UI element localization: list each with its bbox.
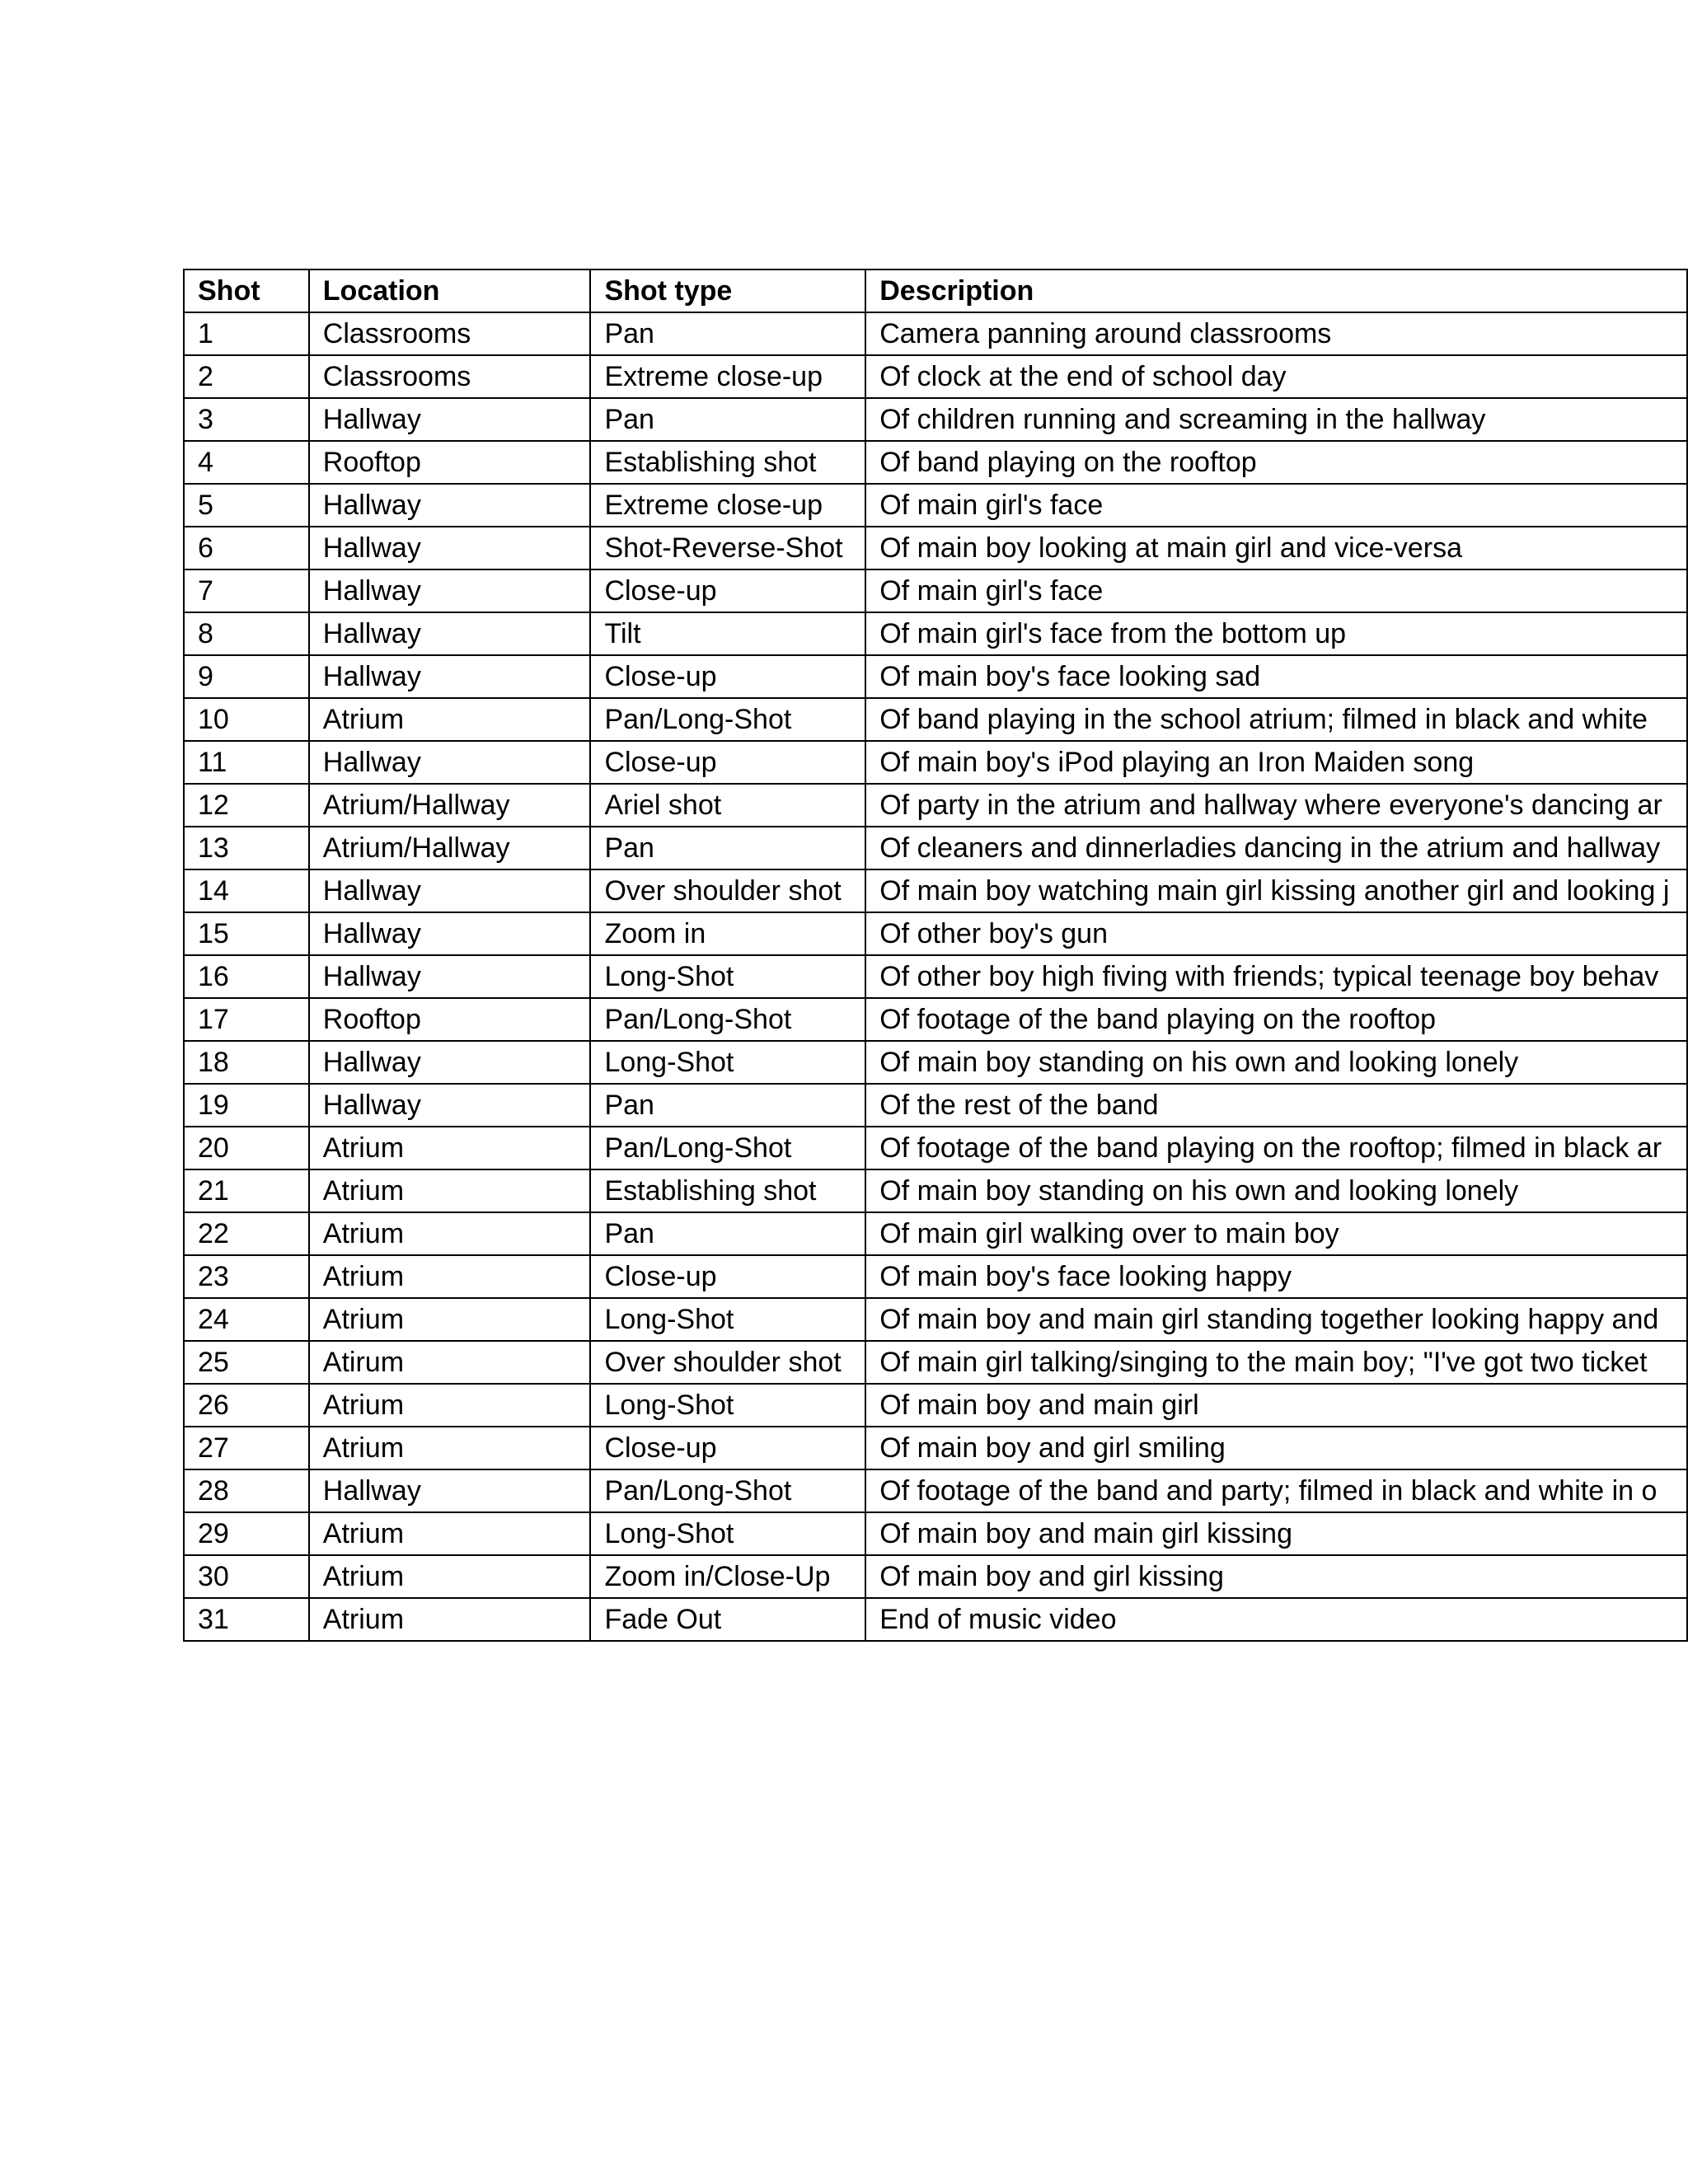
cell-shot-type: Zoom in/Close-Up xyxy=(590,1555,865,1598)
cell-shot-type: Pan xyxy=(590,1084,865,1127)
cell-description: Of main girl talking/singing to the main boy; "I've got two ticket xyxy=(865,1341,1687,1384)
cell-shot: 25 xyxy=(184,1341,309,1384)
cell-description: Of the rest of the band xyxy=(865,1084,1687,1127)
table-row xyxy=(184,1512,1687,1555)
cell-location: Atrium xyxy=(309,1427,591,1469)
table-row xyxy=(184,1041,1687,1084)
cell-description: Of band playing on the rooftop xyxy=(865,441,1687,484)
table-row xyxy=(184,312,1687,355)
cell-shot-type: Ariel shot xyxy=(590,784,865,827)
cell-location: Atrium xyxy=(309,1212,591,1255)
cell-description: Of main boy's iPod playing an Iron Maiden song xyxy=(865,741,1687,784)
shot-list-body xyxy=(184,269,1687,1641)
cell-shot: 7 xyxy=(184,569,309,612)
cell-shot: 31 xyxy=(184,1598,309,1641)
table-row xyxy=(184,741,1687,784)
cell-location: Atrium xyxy=(309,1512,591,1555)
cell-shot-type: Establishing shot xyxy=(590,441,865,484)
cell-shot-type: Extreme close-up xyxy=(590,484,865,527)
cell-shot-type: Pan xyxy=(590,827,865,869)
cell-description: End of music video xyxy=(865,1598,1687,1641)
table-row xyxy=(184,441,1687,484)
cell-location: Hallway xyxy=(309,1041,591,1084)
table-row xyxy=(184,527,1687,569)
cell-shot-type: Pan/Long-Shot xyxy=(590,998,865,1041)
cell-location: Classrooms xyxy=(309,312,591,355)
table-row xyxy=(184,1555,1687,1598)
table-row xyxy=(184,1384,1687,1427)
cell-description: Of main boy's face looking happy xyxy=(865,1255,1687,1298)
table-row xyxy=(184,827,1687,869)
cell-shot: 11 xyxy=(184,741,309,784)
header-description: Description xyxy=(865,269,1687,312)
cell-shot-type: Long-Shot xyxy=(590,1384,865,1427)
table-row xyxy=(184,1084,1687,1127)
cell-location: Rooftop xyxy=(309,441,591,484)
cell-shot-type: Extreme close-up xyxy=(590,355,865,398)
cell-shot: 17 xyxy=(184,998,309,1041)
cell-shot-type: Establishing shot xyxy=(590,1169,865,1212)
cell-shot-type: Long-Shot xyxy=(590,1041,865,1084)
cell-shot: 12 xyxy=(184,784,309,827)
cell-location: Atrium xyxy=(309,1127,591,1169)
cell-description: Of main girl's face from the bottom up xyxy=(865,612,1687,655)
cell-location: Atrium/Hallway xyxy=(309,784,591,827)
table-row xyxy=(184,655,1687,698)
cell-description: Of main boy and main girl kissing xyxy=(865,1512,1687,1555)
cell-description: Of children running and screaming in the hallway xyxy=(865,398,1687,441)
cell-location: Atrium xyxy=(309,1598,591,1641)
cell-description: Of main boy and girl smiling xyxy=(865,1427,1687,1469)
cell-description: Of other boy's gun xyxy=(865,912,1687,955)
cell-shot-type: Zoom in xyxy=(590,912,865,955)
header-shot-type: Shot type xyxy=(590,269,865,312)
cell-shot-type: Pan xyxy=(590,398,865,441)
table-row xyxy=(184,1255,1687,1298)
cell-shot-type: Long-Shot xyxy=(590,955,865,998)
cell-location: Atrium/Hallway xyxy=(309,827,591,869)
table-row xyxy=(184,1298,1687,1341)
cell-description: Of main boy and main girl xyxy=(865,1384,1687,1427)
cell-shot: 3 xyxy=(184,398,309,441)
cell-location: Atrium xyxy=(309,1169,591,1212)
cell-description: Camera panning around classrooms xyxy=(865,312,1687,355)
header-row xyxy=(184,269,1687,312)
table-row xyxy=(184,1469,1687,1512)
cell-shot-type: Pan xyxy=(590,1212,865,1255)
cell-location: Hallway xyxy=(309,869,591,912)
cell-shot: 4 xyxy=(184,441,309,484)
cell-shot: 18 xyxy=(184,1041,309,1084)
cell-shot: 9 xyxy=(184,655,309,698)
table-row xyxy=(184,355,1687,398)
cell-description: Of main boy's face looking sad xyxy=(865,655,1687,698)
cell-shot-type: Over shoulder shot xyxy=(590,869,865,912)
cell-shot: 27 xyxy=(184,1427,309,1469)
cell-description: Of main girl's face xyxy=(865,569,1687,612)
cell-description: Of main boy standing on his own and looking lonely xyxy=(865,1169,1687,1212)
header-location: Location xyxy=(309,269,591,312)
cell-location: Hallway xyxy=(309,527,591,569)
table-row xyxy=(184,1127,1687,1169)
cell-shot: 22 xyxy=(184,1212,309,1255)
cell-description: Of cleaners and dinnerladies dancing in the atrium and hallway xyxy=(865,827,1687,869)
cell-description: Of main boy standing on his own and looking lonely xyxy=(865,1041,1687,1084)
cell-description: Of footage of the band playing on the rooftop xyxy=(865,998,1687,1041)
cell-shot-type: Close-up xyxy=(590,655,865,698)
cell-description: Of footage of the band playing on the rooftop; filmed in black ar xyxy=(865,1127,1687,1169)
cell-location: Atrium xyxy=(309,698,591,741)
cell-shot: 28 xyxy=(184,1469,309,1512)
cell-description: Of main boy watching main girl kissing another girl and looking j xyxy=(865,869,1687,912)
cell-shot-type: Close-up xyxy=(590,569,865,612)
cell-description: Of main boy and girl kissing xyxy=(865,1555,1687,1598)
cell-location: Hallway xyxy=(309,569,591,612)
cell-shot: 16 xyxy=(184,955,309,998)
table-row xyxy=(184,612,1687,655)
table-row xyxy=(184,398,1687,441)
cell-shot: 14 xyxy=(184,869,309,912)
cell-shot-type: Shot-Reverse-Shot xyxy=(590,527,865,569)
table-row xyxy=(184,1212,1687,1255)
cell-description: Of main girl walking over to main boy xyxy=(865,1212,1687,1255)
table-row xyxy=(184,998,1687,1041)
cell-location: Hallway xyxy=(309,484,591,527)
cell-location: Classrooms xyxy=(309,355,591,398)
cell-location: Rooftop xyxy=(309,998,591,1041)
cell-shot: 26 xyxy=(184,1384,309,1427)
table-row xyxy=(184,912,1687,955)
cell-shot-type: Close-up xyxy=(590,1427,865,1469)
table-row xyxy=(184,784,1687,827)
cell-location: Atrium xyxy=(309,1255,591,1298)
header-shot: Shot xyxy=(184,269,309,312)
cell-location: Hallway xyxy=(309,1469,591,1512)
table-row xyxy=(184,484,1687,527)
cell-shot: 1 xyxy=(184,312,309,355)
table-row xyxy=(184,1169,1687,1212)
cell-location: Atrium xyxy=(309,1298,591,1341)
shot-list-table xyxy=(183,269,1688,1642)
cell-location: Hallway xyxy=(309,912,591,955)
cell-shot: 8 xyxy=(184,612,309,655)
cell-location: Atirum xyxy=(309,1341,591,1384)
table-row xyxy=(184,869,1687,912)
table-row xyxy=(184,955,1687,998)
cell-shot: 10 xyxy=(184,698,309,741)
cell-description: Of clock at the end of school day xyxy=(865,355,1687,398)
cell-shot: 6 xyxy=(184,527,309,569)
cell-shot-type: Pan/Long-Shot xyxy=(590,1469,865,1512)
cell-shot-type: Fade Out xyxy=(590,1598,865,1641)
cell-shot: 20 xyxy=(184,1127,309,1169)
cell-shot-type: Long-Shot xyxy=(590,1512,865,1555)
cell-description: Of main boy and main girl standing together looking happy and xyxy=(865,1298,1687,1341)
cell-shot: 21 xyxy=(184,1169,309,1212)
cell-shot-type: Pan xyxy=(590,312,865,355)
table-row xyxy=(184,1341,1687,1384)
cell-shot: 13 xyxy=(184,827,309,869)
cell-location: Hallway xyxy=(309,955,591,998)
table-row xyxy=(184,698,1687,741)
cell-description: Of main girl's face xyxy=(865,484,1687,527)
cell-shot: 2 xyxy=(184,355,309,398)
cell-description: Of party in the atrium and hallway where everyone's dancing ar xyxy=(865,784,1687,827)
cell-location: Hallway xyxy=(309,655,591,698)
cell-location: Atrium xyxy=(309,1555,591,1598)
cell-description: Of band playing in the school atrium; filmed in black and white xyxy=(865,698,1687,741)
cell-description: Of footage of the band and party; filmed in black and white in o xyxy=(865,1469,1687,1512)
cell-description: Of other boy high fiving with friends; typical teenage boy behav xyxy=(865,955,1687,998)
cell-shot-type: Close-up xyxy=(590,741,865,784)
cell-shot-type: Long-Shot xyxy=(590,1298,865,1341)
cell-shot-type: Close-up xyxy=(590,1255,865,1298)
cell-shot: 30 xyxy=(184,1555,309,1598)
cell-description: Of main boy looking at main girl and vice-versa xyxy=(865,527,1687,569)
cell-shot: 29 xyxy=(184,1512,309,1555)
cell-location: Hallway xyxy=(309,398,591,441)
cell-shot-type: Pan/Long-Shot xyxy=(590,698,865,741)
cell-shot: 24 xyxy=(184,1298,309,1341)
table-row xyxy=(184,1598,1687,1641)
cell-shot-type: Over shoulder shot xyxy=(590,1341,865,1384)
cell-location: Hallway xyxy=(309,612,591,655)
table-row xyxy=(184,1427,1687,1469)
cell-location: Atrium xyxy=(309,1384,591,1427)
cell-location: Hallway xyxy=(309,741,591,784)
cell-shot: 15 xyxy=(184,912,309,955)
cell-shot: 5 xyxy=(184,484,309,527)
cell-shot-type: Tilt xyxy=(590,612,865,655)
table-row xyxy=(184,569,1687,612)
cell-location: Hallway xyxy=(309,1084,591,1127)
cell-shot: 23 xyxy=(184,1255,309,1298)
cell-shot-type: Pan/Long-Shot xyxy=(590,1127,865,1169)
cell-shot: 19 xyxy=(184,1084,309,1127)
